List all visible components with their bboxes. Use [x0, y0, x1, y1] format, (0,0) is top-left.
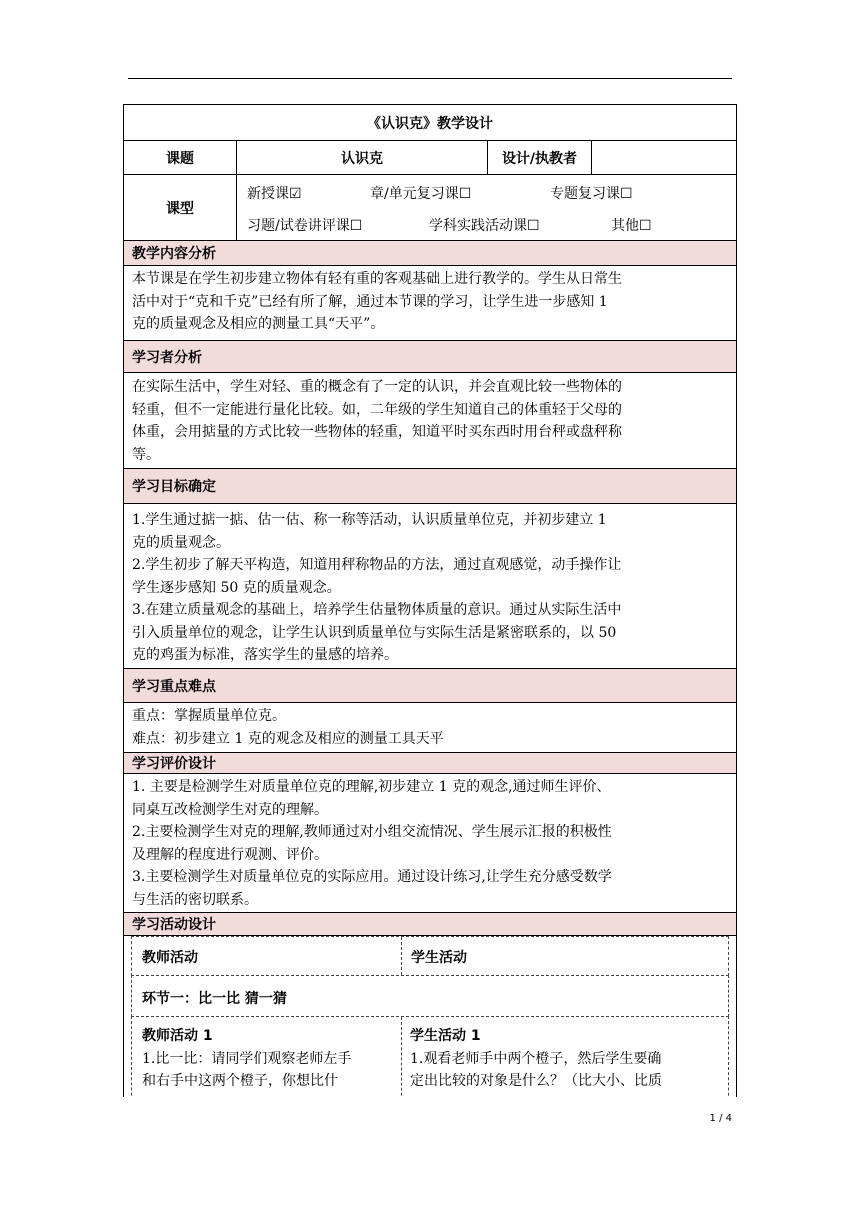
evaluation-body	[124, 774, 736, 913]
topic-row	[124, 141, 736, 175]
student-activity-header: 学生活动	[411, 950, 467, 966]
stage-one-divider	[401, 1017, 402, 1097]
designer-value	[592, 141, 736, 174]
teacher-activity-1	[142, 1025, 397, 1093]
page-number: 1 / 4	[709, 1113, 732, 1124]
teacher-activity-1-title: 教师活动 1	[142, 1028, 213, 1044]
teacher-activity-1-line: 1.比一比：请同学们观察老师左手	[142, 1050, 352, 1067]
student-activity-1-title: 学生活动 1	[410, 1028, 481, 1044]
objectives-line: 引入质量单位的观念，让学生认识到质量单位与实际生活是紧密联系的，以 50	[132, 624, 617, 641]
stage-one-title: 环节一：比一比 猜一猜	[142, 991, 287, 1007]
evaluation-line: 3.主要检测学生对质量单位克的实际应用。通过设计练习,让学生充分感受数学	[132, 869, 612, 885]
evaluation-line: 同桌互改检测学生对克的理解。	[132, 801, 328, 818]
topic-label: 课题	[124, 141, 237, 174]
student-activity-1-line: 定出比较的对象是什么？（比大小、比质	[410, 1073, 662, 1089]
option-topic-review[interactable]: 专题复习课☐	[550, 186, 633, 202]
learner-analysis-line: 轻重，但不一定能进行量化比较。如，二年级的学生知道自己的体重轻于父母的	[132, 401, 622, 418]
objectives-line: 3.在建立质量观念的基础上，培养学生估量物体质量的意识。通过从实际生活中	[132, 602, 622, 618]
stage-row	[131, 975, 729, 1017]
content-analysis-body	[124, 266, 736, 341]
option-new-lesson[interactable]: 新授课☑	[247, 186, 302, 202]
objectives-line: 学生逐步感知 50 克的质量观念。	[132, 579, 341, 596]
content-analysis-heading: 教学内容分析	[124, 241, 736, 266]
student-activity-1-line: 1.观看老师手中两个橙子，然后学生要确	[410, 1050, 662, 1067]
learner-analysis-line: 体重，会用掂量的方式比较一些物体的轻重，知道平时买东西时用台秤或盘秤称	[132, 424, 622, 440]
evaluation-line: 及理解的程度进行观测、评价。	[132, 846, 328, 863]
evaluation-line: 与生活的密切联系。	[132, 891, 258, 908]
activities-header-row	[131, 936, 729, 976]
teacher-activity-header: 教师活动	[142, 950, 198, 966]
evaluation-line: 1. 主要是检测学生对质量单位克的理解,初步建立 1 克的观念,通过师生评价、	[132, 779, 611, 795]
title-row	[124, 105, 736, 141]
key-points-heading: 学习重点难点	[124, 669, 736, 703]
learner-analysis-body	[124, 373, 736, 469]
content-analysis-line: 活中对于“克和千克”已经有所了解，通过本节课的学习，让学生进一步感知 1	[132, 293, 608, 310]
key-point-line: 重点：掌握质量单位克。	[132, 708, 286, 724]
learner-analysis-line: 等。	[132, 446, 160, 463]
content-analysis-line: 本节课是在学生初步建立物体有轻有重的客观基础上进行教学的。学生从日常生	[132, 271, 622, 287]
stage-one-activities	[131, 1016, 729, 1097]
option-exercise-review[interactable]: 习题/试卷讲评课☐	[247, 218, 363, 234]
objectives-line: 1.学生通过掂一掂、估一估、称一称等活动，认识质量单位克，并初步建立 1	[132, 512, 607, 528]
objectives-line: 克的质量观念。	[132, 534, 230, 551]
objectives-line: 克的鸡蛋为标准，落实学生的量感的培养。	[132, 647, 398, 663]
lesson-type-label: 课型	[124, 175, 237, 240]
activities-column-divider	[401, 937, 402, 975]
key-points-body	[124, 703, 736, 753]
learner-analysis-line: 在实际生活中，学生对轻、重的概念有了一定的认识，并会直观比较一些物体的	[132, 379, 622, 395]
header-rule	[128, 78, 732, 79]
option-unit-review[interactable]: 章/单元复习课☐	[370, 186, 472, 202]
content-analysis-line: 克的质量观念及相应的测量工具“天平”。	[132, 316, 385, 332]
doc-title: 《认识克》教学设计	[367, 115, 493, 132]
teacher-activity-1-line: 和右手中这两个橙子，你想比什	[142, 1073, 338, 1089]
objectives-line: 2.学生初步了解天平构造，知道用秤称物品的方法，通过直观感觉，动手操作让	[132, 557, 622, 573]
option-practice-activity[interactable]: 学科实践活动课☐	[429, 218, 540, 234]
activities-heading: 学习活动设计	[124, 913, 736, 936]
activities-body	[124, 936, 736, 1097]
topic-value: 认识克	[237, 141, 488, 174]
option-other[interactable]: 其他☐	[611, 218, 652, 234]
evaluation-line: 2.主要检测学生对克的理解,教师通过对小组交流情况、学生展示汇报的积极性	[132, 824, 612, 840]
designer-label: 设计/执教者	[488, 141, 592, 174]
student-activity-1	[410, 1025, 728, 1093]
difficulty-line: 难点：初步建立 1 克的观念及相应的测量工具天平	[132, 730, 444, 747]
learner-analysis-heading: 学习者分析	[124, 341, 736, 373]
objectives-heading: 学习目标确定	[124, 469, 736, 504]
objectives-body	[124, 504, 736, 669]
lesson-plan-table	[123, 104, 737, 1097]
lesson-type-row	[124, 175, 736, 241]
evaluation-heading: 学习评价设计	[124, 753, 736, 774]
